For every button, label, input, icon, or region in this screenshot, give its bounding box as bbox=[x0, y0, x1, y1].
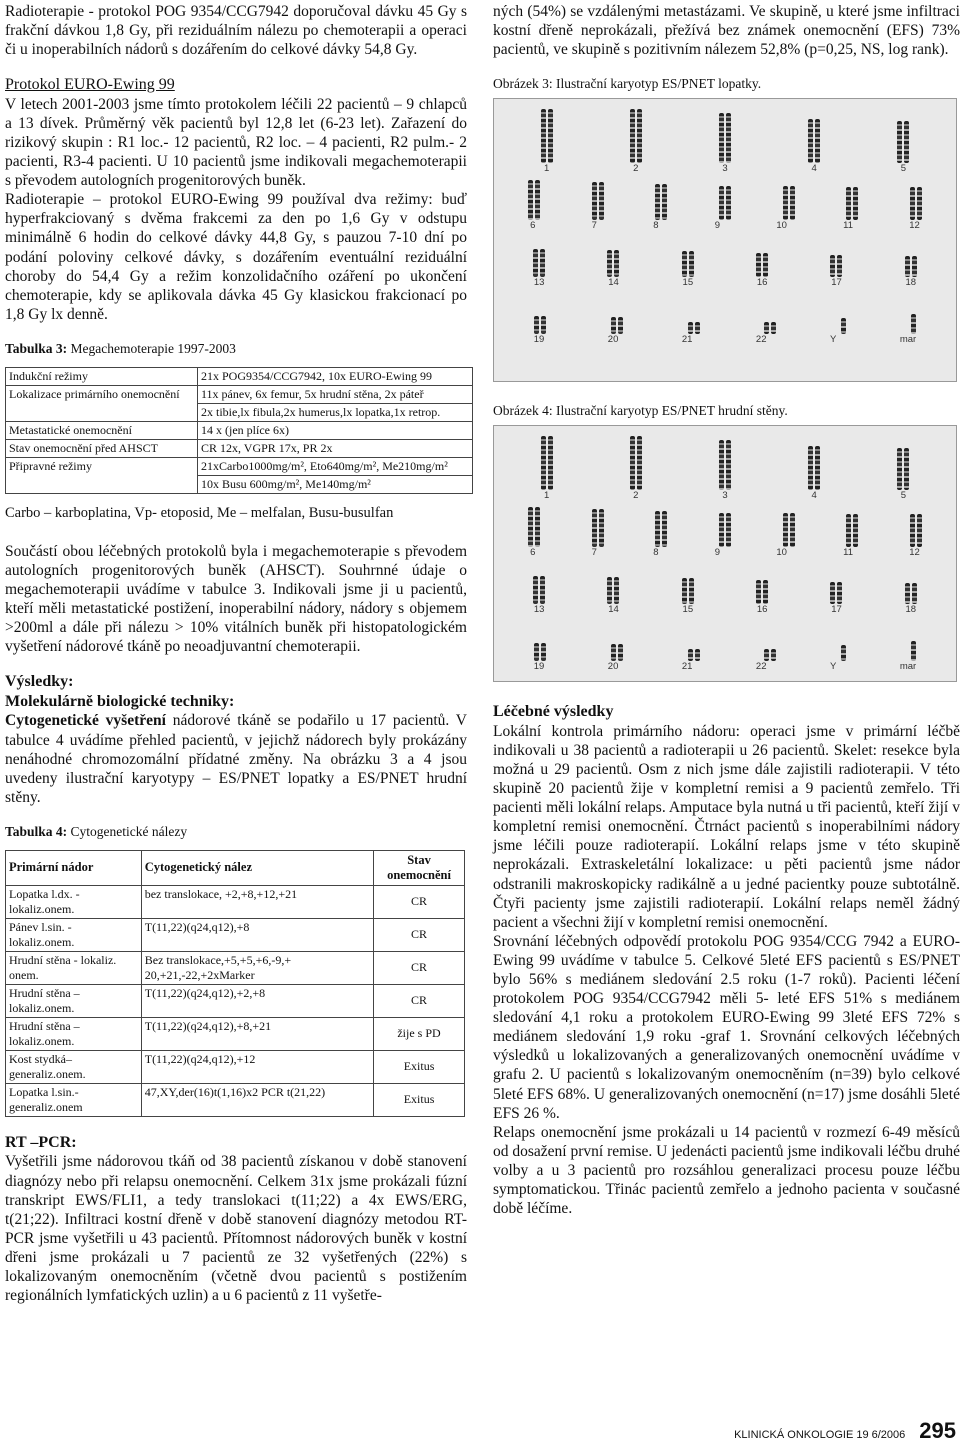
chromosome bbox=[764, 322, 769, 334]
karyotype-figure-4 bbox=[493, 425, 957, 682]
chromosome bbox=[837, 255, 842, 277]
chromosome bbox=[655, 184, 660, 220]
table4-cell: CR bbox=[374, 984, 465, 1017]
chromosome bbox=[541, 316, 546, 334]
chromosome bbox=[533, 576, 538, 604]
table3-caption bbox=[5, 340, 467, 357]
karyotype-labels bbox=[494, 490, 956, 501]
ewing-paragraph-2: Radioterapie – protokol EURO-Ewing 99 používal dva režimy: buď hyperfrakciovaný s dvěma frakcemi za den po 1,6 Gy v odstupu minimálně 6 hodin do celkové dávky 44,8 Gy, s pauzou 7-10 dní po podání poloviny celkové dávky, s dozářením eventuální reziduální choroby do 54,4 Gy a režim konzolidačního ozáření po ukončení chemoterapie, kdy se aplikovala dávka 45 Gy klasickou frakcionací po 1,8 Gy lx denně. bbox=[5, 191, 467, 323]
chromosome bbox=[790, 513, 795, 547]
table4-cell: T(11,22)(q24,q12),+2,+8 bbox=[141, 984, 373, 1017]
chromosome-label: 6 bbox=[530, 547, 536, 559]
chromosome-pair bbox=[756, 253, 768, 277]
chromosome-label: 15 bbox=[682, 277, 694, 289]
chromosome bbox=[837, 582, 842, 604]
chromosome bbox=[695, 649, 700, 661]
chromosome-label: 11 bbox=[843, 547, 854, 559]
chromosome-pair bbox=[830, 582, 842, 604]
table3-row bbox=[6, 385, 473, 403]
chromosome bbox=[528, 180, 533, 220]
chromosome-pair bbox=[533, 576, 545, 604]
treatment-paragraph-2: Srovnání léčebných odpovědí protokolu POG 9354/CCG 7942 a EURO-Ewing 99 uvádíme v tabulce 5. Celkové 5leté EFS pacientů s ES/PNET bylo 56% s mediánem sledování 2.5 roku (1-7 roků). Pacienti léčení protokolem POG 9354/CCG7942 měli 5- leté EFS 51% s mediánem sledování 4,1 roku a protokolem EURO-Ewing 99 3leté EFS 72% s mediánem sledování 1,9 roku -graf 1. Srovnání celkových léčebných výsledků u lokalizovaných a generalizovaných onemocnění uvádíme v grafu 2. U pacientů s lokalizovaným onemocněním (n=39) bylo celkové 5leté EFS 68%. U generalizovaných onemocnění (n=17) jsme dosáhli 5leté EFS 26 %. bbox=[493, 932, 960, 1122]
chromosome bbox=[662, 184, 667, 220]
chromosome-label: 20 bbox=[607, 334, 619, 346]
chromosome bbox=[911, 314, 916, 334]
chromosome-label: 13 bbox=[533, 604, 545, 616]
chromosome-pair bbox=[592, 182, 604, 220]
chromosome-pair bbox=[688, 322, 700, 334]
chromosome-label: 20 bbox=[607, 661, 619, 673]
chromosome-pair bbox=[911, 641, 916, 661]
journal-name: KLINICKÁ ONKOLOGIE 19 6/2006 bbox=[734, 1429, 906, 1441]
chromosome-label: 19 bbox=[533, 334, 545, 346]
chromosome-pair bbox=[533, 249, 545, 277]
chromosome-label: 1 bbox=[543, 163, 550, 175]
chromosome bbox=[535, 180, 540, 220]
chromosome-pair bbox=[719, 186, 731, 220]
chromosome-pair bbox=[905, 256, 917, 277]
karyotype-row bbox=[494, 105, 956, 163]
chromosome bbox=[592, 182, 597, 220]
chromosome-label: 22 bbox=[755, 661, 767, 673]
chromosome bbox=[904, 121, 909, 163]
chromosome bbox=[846, 514, 851, 547]
karyotype-labels bbox=[494, 163, 956, 174]
chromosome-label: 2 bbox=[633, 163, 639, 175]
chromosome bbox=[614, 577, 619, 604]
chromosome-label: 4 bbox=[811, 163, 817, 175]
molecular-heading: Molekulárně biologické techniky: bbox=[5, 692, 235, 710]
table3-value: 14 x (jen plíce 6x) bbox=[198, 421, 473, 439]
chromosome bbox=[808, 446, 813, 490]
karyotype-row bbox=[494, 290, 956, 334]
table4-cell: 47,XY,der(16)t(1,16)x2 PCR t(21,22) bbox=[141, 1083, 373, 1116]
chromosome bbox=[771, 649, 776, 661]
chromosome bbox=[808, 119, 813, 163]
chromosome bbox=[592, 509, 597, 547]
chromosome-pair bbox=[541, 436, 553, 490]
chromosome-pair bbox=[655, 184, 667, 220]
chromosome-label: 10 bbox=[776, 220, 787, 232]
table3-row bbox=[6, 439, 473, 457]
chromosome bbox=[726, 513, 731, 547]
chromosome-label: 14 bbox=[608, 604, 619, 616]
karyotype-figure-3 bbox=[493, 98, 957, 382]
chromosome-pair bbox=[611, 317, 623, 334]
table4-cell: Kost stydká– generaliz.onem. bbox=[6, 1050, 142, 1083]
chromosome-label: 5 bbox=[900, 163, 906, 175]
chromosome bbox=[689, 251, 694, 277]
chromosome bbox=[682, 578, 687, 604]
chromosome-label: 4 bbox=[811, 490, 817, 502]
chromosome bbox=[614, 250, 619, 277]
chromosome bbox=[756, 253, 761, 277]
table4-row bbox=[6, 1083, 465, 1116]
chromosome bbox=[618, 644, 623, 661]
karyotype-labels bbox=[494, 604, 956, 615]
chromosome bbox=[630, 109, 635, 163]
intro-paragraph: Radioterapie - protokol POG 9354/CCG7942 doporučoval dávku 45 Gy s frakční dávkou 1,8 Gy, při reziduálním nálezu po chemoterapii a operaci či u inoperabilních nádorů s dozářením do celkové dávky 54,8 Gy. bbox=[5, 3, 467, 59]
chromosome-label: 18 bbox=[905, 604, 917, 616]
chromosome-pair bbox=[541, 109, 553, 163]
chromosome bbox=[548, 436, 553, 490]
table4-row bbox=[6, 885, 465, 918]
karyotype-row bbox=[494, 176, 956, 220]
table3-row bbox=[6, 421, 473, 439]
chromosome-label: 12 bbox=[909, 547, 920, 559]
results-heading: Výsledky: bbox=[5, 673, 74, 691]
chromosome-label: 6 bbox=[530, 220, 536, 232]
karyotype-row bbox=[494, 233, 956, 277]
chromosome bbox=[599, 182, 604, 220]
chromosome bbox=[541, 643, 546, 661]
chromosome-pair bbox=[897, 121, 909, 163]
chromosome-pair bbox=[764, 649, 776, 661]
right-column bbox=[493, 0, 960, 1218]
table4-cell: CR bbox=[374, 885, 465, 918]
table3-key: Indukční režimy bbox=[6, 367, 198, 385]
chromosome-label: 2 bbox=[633, 490, 639, 502]
chromosome bbox=[719, 513, 724, 547]
karyotype-labels bbox=[494, 661, 956, 672]
chromosome bbox=[607, 250, 612, 277]
chromosome-label: 17 bbox=[831, 277, 842, 289]
chromosome-pair bbox=[719, 513, 731, 547]
chromosome bbox=[688, 322, 693, 334]
treatment-heading: Léčebné výsledky bbox=[493, 703, 614, 721]
chromosome bbox=[611, 317, 616, 334]
chromosome-label: 3 bbox=[722, 163, 728, 175]
chromosome-pair bbox=[607, 250, 619, 277]
chromosome bbox=[599, 509, 604, 547]
chromosome bbox=[756, 580, 761, 604]
chromosome-label: 17 bbox=[831, 604, 842, 616]
chromosome-label: 21 bbox=[681, 661, 693, 673]
cytogenetic-paragraph bbox=[5, 711, 467, 806]
chromosome-pair bbox=[592, 509, 604, 547]
table3-caption-text: Megachemoterapie 1997-2003 bbox=[67, 340, 236, 356]
karyotype-labels bbox=[494, 334, 956, 345]
table4-header: Stav onemocnění bbox=[374, 850, 465, 885]
chromosome-label: 9 bbox=[714, 547, 721, 559]
chromosome bbox=[662, 511, 667, 547]
chromosome-pair bbox=[528, 507, 540, 547]
chromosome bbox=[637, 109, 642, 163]
chromosome-label: 8 bbox=[653, 220, 659, 232]
chromosome bbox=[726, 186, 731, 220]
table3-key: Lokalizace primárního onemocnění bbox=[6, 385, 198, 421]
chromosome-pair bbox=[719, 113, 731, 163]
table4-caption-text: Cytogenetické nálezy bbox=[67, 823, 188, 839]
chromosome bbox=[541, 109, 546, 163]
chromosome bbox=[917, 514, 922, 547]
chromosome bbox=[630, 436, 635, 490]
chromosome-label: 9 bbox=[714, 220, 721, 232]
chromosome bbox=[763, 253, 768, 277]
table4-cell: T(11,22)(q24,q12),+12 bbox=[141, 1050, 373, 1083]
table4-cell: Exitus bbox=[374, 1050, 465, 1083]
chromosome bbox=[830, 255, 835, 277]
table4-caption-label: Tabulka 4: bbox=[5, 823, 68, 839]
chromosome-label: 7 bbox=[591, 220, 597, 232]
chromosome bbox=[682, 251, 687, 277]
chromosome-label: 22 bbox=[755, 334, 767, 346]
table4-cell: Hrudní stěna – lokaliz.onem. bbox=[6, 1017, 142, 1050]
chromosome-label: 16 bbox=[756, 604, 768, 616]
rtpcr-paragraph: Vyšetřili jsme nádorovou tkáň od 38 pacientů získanou v době stanovení diagnózy nebo při relapsu onemocnění. Celkem 31x jsme prokázali fúzní transkript EWS/FLI1, a tedy translokaci t(11;22) a 4x EWS/ERG, t(21;22). Infiltraci kostní dřeně v době stanovení diagnózy metodou RT-PCR jsme vyšetřili u 43 pacientů. Přítomnost nádorových buněk v kostní dřeni jsme prokázali u 7 pacientů ze 32 vyšetřených (22%) s lokalizovaným onemocněním (včetně dvou pacientů s postižením regionálních lymfatických uzlin) a u 6 pacientů z 11 vyšetře- bbox=[5, 1153, 467, 1305]
chromosome bbox=[534, 316, 539, 334]
table3-row bbox=[6, 457, 473, 475]
chromosome bbox=[535, 507, 540, 547]
chromosome bbox=[719, 186, 724, 220]
chromosome-label: 21 bbox=[681, 334, 693, 346]
table3-caption-label: Tabulka 3: bbox=[5, 340, 68, 356]
chromosome bbox=[534, 643, 539, 661]
cytogenetic-bold: Cytogenetické vyšetření bbox=[5, 712, 166, 730]
treatment-paragraph-1: Lokální kontrola primárního nádoru: operaci jsme v primární léčbě indikovali u 38 pacientů a radioterapii u 26 pacientů. Skelet: resekce byla možná u 29 pacientů. Osm z nich jsme dále zajistili radioterapii. V této skupině 20 pacientů žije v kompletní remisi a 9 pacientů zemřelo. Tři pacienti měli lokální relaps. Amputace byla nutná u tři pacientů, kteří žijí v kompletní remisi onemocnění. Čtrnáct pacientů s inoperabilními nádory jsme léčili pouze radioterapií. Lokální relaps jsme v této skupině neprokázali. Extraskeletální lokalizace: u pěti pacientů jsme nádor odstranili makroskopicky radikálně a u jedné pacientky pouze subtotálně. Čtyři pacienty jsme zajistili radioterapií. Lokální relaps neměl žádný pacient a všechni žijí v kompletní remisi onemocnění. bbox=[493, 722, 960, 931]
chromosome-pair bbox=[808, 119, 820, 163]
chromosome bbox=[846, 187, 851, 220]
chromosome-pair bbox=[528, 180, 540, 220]
chromosome bbox=[533, 249, 538, 277]
chromosome-pair bbox=[910, 514, 922, 547]
table3-note: Carbo – karboplatina, Vp- etoposid, Me – melfalan, Busu-busulfan bbox=[5, 504, 394, 521]
chromosome bbox=[815, 119, 820, 163]
karyotype-row bbox=[494, 432, 956, 490]
ewing-paragraph-1: V letech 2001-2003 jsme tímto protokolem léčili 22 pacientů – 9 chlapců a 13 dívek. Průměrný věk pacientů byl 12,8 let (6-23 let). Zařazení do rizikový skupin : R1 loc.- 12 pacientů, R2 loc. – 4 pacienti, R2 pulm.- 2 pacienti, R3-4 pacienti. U 10 pacientů jsme indikovali megachemoterapii s převodem autologních progenitorových buněk. bbox=[5, 95, 467, 190]
chromosome bbox=[726, 113, 731, 163]
ewing-heading: Protokol EURO-Ewing 99 bbox=[5, 76, 175, 94]
chromosome bbox=[910, 187, 915, 220]
table4-row bbox=[6, 984, 465, 1017]
chromosome-label: 11 bbox=[843, 220, 854, 232]
chromosome-label: 1 bbox=[543, 490, 550, 502]
chromosome bbox=[607, 577, 612, 604]
chromosome bbox=[764, 649, 769, 661]
chromosome-label: 10 bbox=[776, 547, 787, 559]
chromosome bbox=[841, 645, 846, 661]
table4-cell: T(11,22)(q24,q12),+8 bbox=[141, 918, 373, 951]
chromosome-label: mar bbox=[899, 661, 917, 673]
chromosome-label: 19 bbox=[533, 661, 545, 673]
chromosome-pair bbox=[534, 643, 546, 661]
chromosome bbox=[528, 507, 533, 547]
chromosome-label: 5 bbox=[900, 490, 906, 502]
chromosome-label: 18 bbox=[905, 277, 917, 289]
left-column bbox=[5, 0, 467, 1305]
chromosome-pair bbox=[655, 511, 667, 547]
chromosome-pair bbox=[756, 580, 768, 604]
chromosome bbox=[815, 446, 820, 490]
karyotype-labels bbox=[494, 547, 956, 558]
chromosome bbox=[905, 583, 910, 604]
chromosome-pair bbox=[611, 644, 623, 661]
chromosome bbox=[790, 186, 795, 220]
table4-cell: CR bbox=[374, 918, 465, 951]
chromosome-label: 3 bbox=[722, 490, 728, 502]
chromosome-pair bbox=[682, 251, 694, 277]
table4-caption bbox=[5, 823, 467, 840]
chromosome bbox=[540, 576, 545, 604]
chromosome bbox=[911, 641, 916, 661]
chromosome-pair bbox=[783, 513, 795, 547]
table4-cell: bez translokace, +2,+8,+12,+21 bbox=[141, 885, 373, 918]
chromosome bbox=[783, 186, 788, 220]
chromosome bbox=[853, 514, 858, 547]
chromosome-label: 16 bbox=[756, 277, 768, 289]
table4 bbox=[5, 850, 465, 1117]
figure4-caption: Obrázek 4: Ilustrační karyotyp ES/PNET hrudní stěny. bbox=[493, 403, 788, 419]
chromosome-pair bbox=[905, 583, 917, 604]
table4-row bbox=[6, 918, 465, 951]
figure3-caption: Obrázek 3: Ilustrační karyotyp ES/PNET lopatky. bbox=[493, 76, 762, 92]
table4-row bbox=[6, 951, 465, 984]
chromosome-label: Y bbox=[829, 334, 837, 346]
table4-cell: Pánev l.sin. - lokaliz.onem. bbox=[6, 918, 142, 951]
table4-cell: žije s PD bbox=[374, 1017, 465, 1050]
table3-value: 11x pánev, 6x femur, 5x hrudní stěna, 2x páteř bbox=[198, 385, 473, 403]
continued-paragraph: ných (54%) se vzdálenými metastázami. Ve skupině, u které jsme infiltraci kostní dřeně neprokázali, přežívá bez známek onemocnění (EFS) 73% pacientů, ve skupině s pozitivním nálezem 52,8% (p=0,25, NS, log rank). bbox=[493, 3, 960, 59]
table4-cell: CR bbox=[374, 951, 465, 984]
karyotype-labels bbox=[494, 277, 956, 288]
chromosome-label: Y bbox=[829, 661, 837, 673]
chromosome-pair bbox=[808, 446, 820, 490]
chromosome-pair bbox=[911, 314, 916, 334]
chromosome-pair bbox=[910, 187, 922, 220]
chromosome-label: 13 bbox=[533, 277, 545, 289]
chromosome bbox=[726, 440, 731, 490]
rtpcr-heading: RT –PCR: bbox=[5, 1133, 77, 1151]
chromosome bbox=[618, 317, 623, 334]
table3 bbox=[5, 367, 473, 494]
chromosome bbox=[719, 440, 724, 490]
chromosome-pair bbox=[783, 186, 795, 220]
chromosome-pair bbox=[846, 514, 858, 547]
table4-row bbox=[6, 1050, 465, 1083]
chromosome bbox=[611, 644, 616, 661]
chromosome-pair bbox=[630, 109, 642, 163]
chromosome-pair bbox=[846, 187, 858, 220]
chromosome-pair bbox=[841, 645, 846, 661]
table3-row bbox=[6, 367, 473, 385]
chromosome-pair bbox=[830, 255, 842, 277]
chromosome-label: 12 bbox=[909, 220, 920, 232]
chromosome bbox=[904, 448, 909, 490]
treatment-paragraph-3: Relaps onemocnění jsme prokázali u 14 pacientů v rozmezí 6-49 měsíců od dosažení první remise. U jedenácti pacientů jsme indikovali léčbu druhé volby a u 3 pacientů pro rozsáhlou generalizaci procesu pouze léčbu symptomatickou. Třinác pacientů zemřelo a jednoho pacienta v současné době léčíme. bbox=[493, 1123, 960, 1218]
chromosome bbox=[695, 322, 700, 334]
table4-cell: Lopatka l.dx. - lokaliz.onem. bbox=[6, 885, 142, 918]
karyotype-row bbox=[494, 560, 956, 604]
chromosome bbox=[917, 187, 922, 220]
table3-value: 2x tibie,lx fibula,2x humerus,lx lopatka,1x retrop. bbox=[198, 403, 473, 421]
chromosome bbox=[912, 583, 917, 604]
chromosome bbox=[771, 322, 776, 334]
chromosome-pair bbox=[682, 578, 694, 604]
chromosome bbox=[541, 436, 546, 490]
karyotype-labels bbox=[494, 220, 956, 231]
chromosome-pair bbox=[897, 448, 909, 490]
chromosome bbox=[688, 649, 693, 661]
table3-key: Stav onemocnění před AHSCT bbox=[6, 439, 198, 457]
karyotype-row bbox=[494, 617, 956, 661]
chromosome bbox=[655, 511, 660, 547]
table4-row bbox=[6, 1017, 465, 1050]
table4-cell: Lopatka l.sin.- generaliz.onem bbox=[6, 1083, 142, 1116]
chromosome-pair bbox=[688, 649, 700, 661]
table4-header: Primární nádor bbox=[6, 850, 142, 885]
chromosome-pair bbox=[630, 436, 642, 490]
table3-value: 10x Busu 600mg/m², Me140mg/m² bbox=[198, 475, 473, 493]
table4-header: Cytogenetický nález bbox=[141, 850, 373, 885]
table4-cell: T(11,22)(q24,q12),+8,+21 bbox=[141, 1017, 373, 1050]
table3-value: CR 12x, VGPR 17x, PR 2x bbox=[198, 439, 473, 457]
chromosome-pair bbox=[841, 318, 846, 334]
table4-cell: Bez translokace,+5,+5,+6,-9,+ 20,+21,-22,+2xMarker bbox=[141, 951, 373, 984]
chromosome-label: 8 bbox=[653, 547, 659, 559]
chromosome bbox=[540, 249, 545, 277]
chromosome bbox=[905, 256, 910, 277]
table3-key: Metastatické onemocnění bbox=[6, 421, 198, 439]
table3-value: 21xCarbo1000mg/m², Eto640mg/m², Me210mg/m² bbox=[198, 457, 473, 475]
chromosome bbox=[719, 113, 724, 163]
megachemo-paragraph: Součástí obou léčebných protokolů byla i megachemoterapie s převodem autologních progenitorových buněk (AHSCT). Souhrnné údaje o megachemoterapii uvádíme v tabulce 3. Indikovali jsme ji u pacientů, kteří měli metastatické postižení, inoperabilní nádory, nádory s objemem >200ml a dále při nálezu > 10% vitálních buněk při histopatologickém vyšetření nádorové tkáně po neoadjuvantní chemoterapii. bbox=[5, 542, 467, 656]
table4-cell: Exitus bbox=[374, 1083, 465, 1116]
chromosome bbox=[830, 582, 835, 604]
chromosome-pair bbox=[534, 316, 546, 334]
table4-cell: Hrudní stěna - lokaliz. onem. bbox=[6, 951, 142, 984]
chromosome bbox=[637, 436, 642, 490]
page-footer bbox=[734, 1418, 956, 1444]
cytogenetic-text: nádorové tkáně se podařilo u 17 pacientů. V tabulce 4 uvádíme přehled pacientů, v jejichž nádorech byly prokázány nenáhodné chromozomální přídatné změny. Na obrázku 3 a 4 jsou uvedeny ilustrační karyotypy – ES/PNET lopatky a ES/PNET hrudní stěny. bbox=[5, 712, 468, 806]
chromosome bbox=[853, 187, 858, 220]
chromosome-label: 14 bbox=[608, 277, 619, 289]
page-number: 295 bbox=[919, 1418, 956, 1443]
table3-value: 21x POG9354/CCG7942, 10x EURO-Ewing 99 bbox=[198, 367, 473, 385]
chromosome bbox=[912, 256, 917, 277]
chromosome-label: 15 bbox=[682, 604, 694, 616]
table3-key: Připravné režimy bbox=[6, 457, 198, 493]
chromosome bbox=[763, 580, 768, 604]
chromosome-pair bbox=[719, 440, 731, 490]
chromosome-pair bbox=[607, 577, 619, 604]
chromosome-pair bbox=[764, 322, 776, 334]
chromosome bbox=[783, 513, 788, 547]
chromosome bbox=[897, 448, 902, 490]
chromosome bbox=[897, 121, 902, 163]
chromosome-label: 7 bbox=[591, 547, 597, 559]
chromosome bbox=[841, 318, 846, 334]
table4-cell: Hrudní stěna – lokaliz.onem. bbox=[6, 984, 142, 1017]
chromosome bbox=[910, 514, 915, 547]
chromosome bbox=[689, 578, 694, 604]
karyotype-row bbox=[494, 503, 956, 547]
chromosome bbox=[548, 109, 553, 163]
chromosome-label: mar bbox=[899, 334, 917, 346]
